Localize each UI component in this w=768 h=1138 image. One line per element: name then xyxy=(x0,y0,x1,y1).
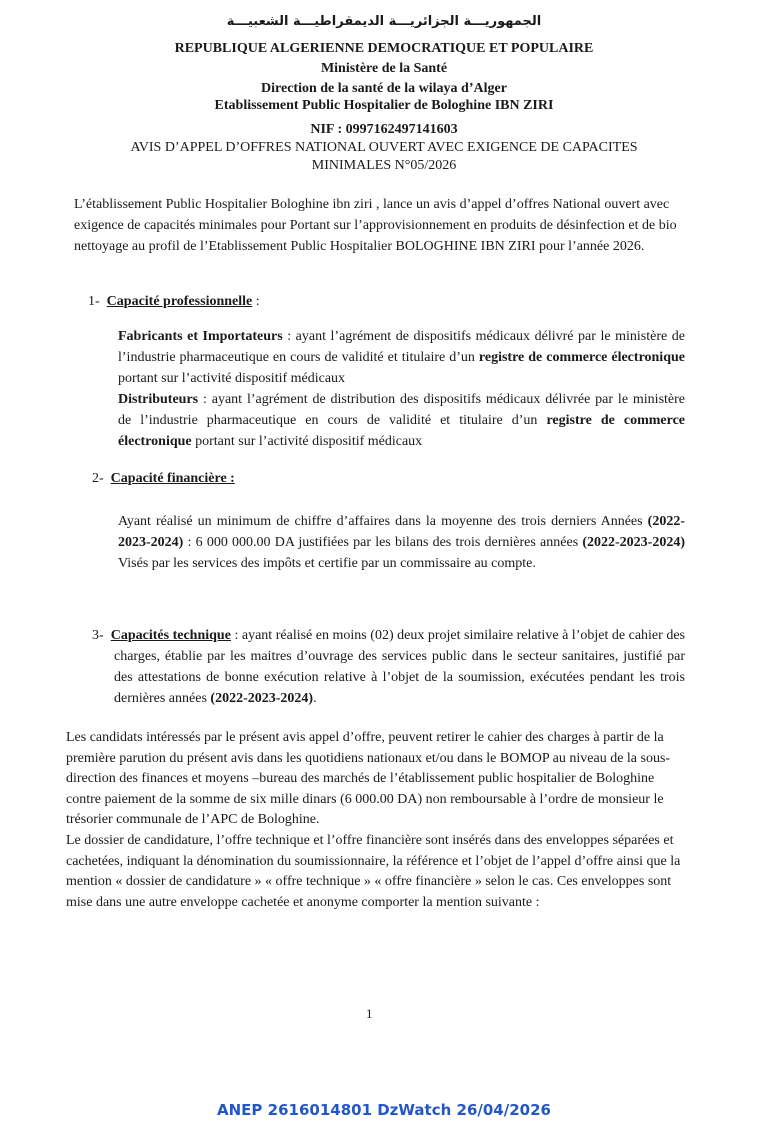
section2-years2: (2022-2023-2024) xyxy=(582,535,685,550)
fabricants-text2: portant sur l’activité dispositif médicaux xyxy=(118,371,346,386)
section3-end: . xyxy=(313,691,317,706)
section2-text3: Visés par les services des impôts et certifie par un commissaire au compte. xyxy=(118,556,536,571)
section1-heading xyxy=(88,292,260,312)
intro-paragraph: L’établissement Public Hospitalier Bologhine ibn ziri , lance un avis d’appel d’offres National ouvert avec exigence de capacités minimales pour Portant sur l’approvisionnement en produits de désinfection et de bio nettoyage au profil de l’Etablissement Public Hospitalier BOLOGHINE IBN ZIRI pour l’année 2026. xyxy=(74,197,677,254)
section2-years1: (2022-2023-2024) xyxy=(118,514,685,550)
distributeurs-label: Distributeurs xyxy=(118,392,199,407)
nif-number: NIF : 0997162497141603 xyxy=(310,122,458,137)
section2-text1: Ayant réalisé un minimum de chiffre d’affaires dans la moyenne des trois derniers Années xyxy=(118,514,648,529)
dossier-paragraph: Le dossier de candidature, l’offre technique et l’offre financière sont insérés dans des enveloppes séparées et cachetées, indiquant la dénomination du soumissionnaire, la référence et l’objet de l’appel d’offre ainsi que la mention « dossier de candidature » « offre technique » « offre financière » selon le cas. Ces enveloppes sont mise dans une autre enveloppe cachetée et anonyme comporter la mention suivante : xyxy=(66,833,681,910)
fabricants-bold: registre de commerce électronique xyxy=(478,350,685,365)
footer-reference: ANEP 2616014801 DzWatch 26/04/2026 xyxy=(217,1101,551,1119)
section1-title-suffix: : xyxy=(252,294,260,309)
section3-title: Capacités technique xyxy=(110,628,231,643)
section2-heading xyxy=(92,469,235,489)
republic-title: REPUBLIQUE ALGERIENNE DEMOCRATIQUE ET POPULAIRE xyxy=(174,41,594,56)
section2-text xyxy=(118,511,685,574)
establishment-name: Etablissement Public Hospitalier de Bologhine IBN ZIRI xyxy=(214,98,554,113)
fabricants-label: Fabricants et Importateurs xyxy=(118,329,283,344)
ministry-name: Ministère de la Santé xyxy=(320,61,448,76)
section1-title: Capacité professionnelle xyxy=(106,294,253,309)
direction-name: Direction de la santé de la wilaya d’Alger xyxy=(261,81,507,96)
section1-fabricants xyxy=(118,326,685,389)
section2-text2: : 6 000 000.00 DA justifiées par les bilans des trois dernières années xyxy=(183,535,583,550)
avis-title-line1: AVIS D’APPEL D’OFFRES NATIONAL OUVERT AVEC EXIGENCE DE CAPACITES xyxy=(130,140,638,155)
avis-title-line2: MINIMALES N°05/2026 xyxy=(311,158,457,173)
distributeurs-text2: portant sur l’activité dispositif médicaux xyxy=(191,434,423,449)
arabic-header: الجمهوريـــة الجزائريـــة الديمقراطيـــة الشعبيـــة xyxy=(226,14,542,29)
candidats-paragraph: Les candidats intéressés par le présent avis appel d’offre, peuvent retirer le cahier des charges à partir de la première parution du présent avis dans les quotidiens nationaux et/ou dans le BOMOP au niveau de la sous-direction des finances et moyens –bureau des marchés de l’établissement public hospitalier de Bologhine contre paiement de la somme de six mille dinars (6 000.00 DA) non remboursable à l’ordre de monsieur le trésorier communale de l’APC de Bologhine. xyxy=(66,730,671,827)
page-number: 1 xyxy=(366,1006,373,1021)
section3-text xyxy=(92,625,685,709)
section2-title: Capacité financière : xyxy=(110,471,235,486)
distributeurs-bold: registre de commerce électronique xyxy=(118,413,685,449)
section3-number: 3- xyxy=(92,628,104,643)
section2-number: 2- xyxy=(92,471,104,486)
section3-years: (2022-2023-2024) xyxy=(210,691,314,706)
section1-distributeurs xyxy=(118,389,685,452)
section1-number: 1- xyxy=(88,294,100,309)
distributeurs-text1: : ayant l’agrément de distribution des dispositifs médicaux délivrée par le ministère de l’industrie pharmaceutique en cours de validité et titulaire d’un xyxy=(118,392,685,428)
section3-text1: : ayant réalisé en moins (02) deux projet similaire relative à l’objet de cahier des charges, établie par les maitres d’ouvrage des services public dans le secteur sanitaires, justifié par des attestations de bonne exécution relative à l’objet de la soumission, exécutées pendant les trois dernières années xyxy=(114,628,686,706)
fabricants-text1: : ayant l’agrément de dispositifs médicaux délivré par le ministère de l’industrie pharmaceutique en cours de validité et titulaire d’un xyxy=(118,329,686,365)
